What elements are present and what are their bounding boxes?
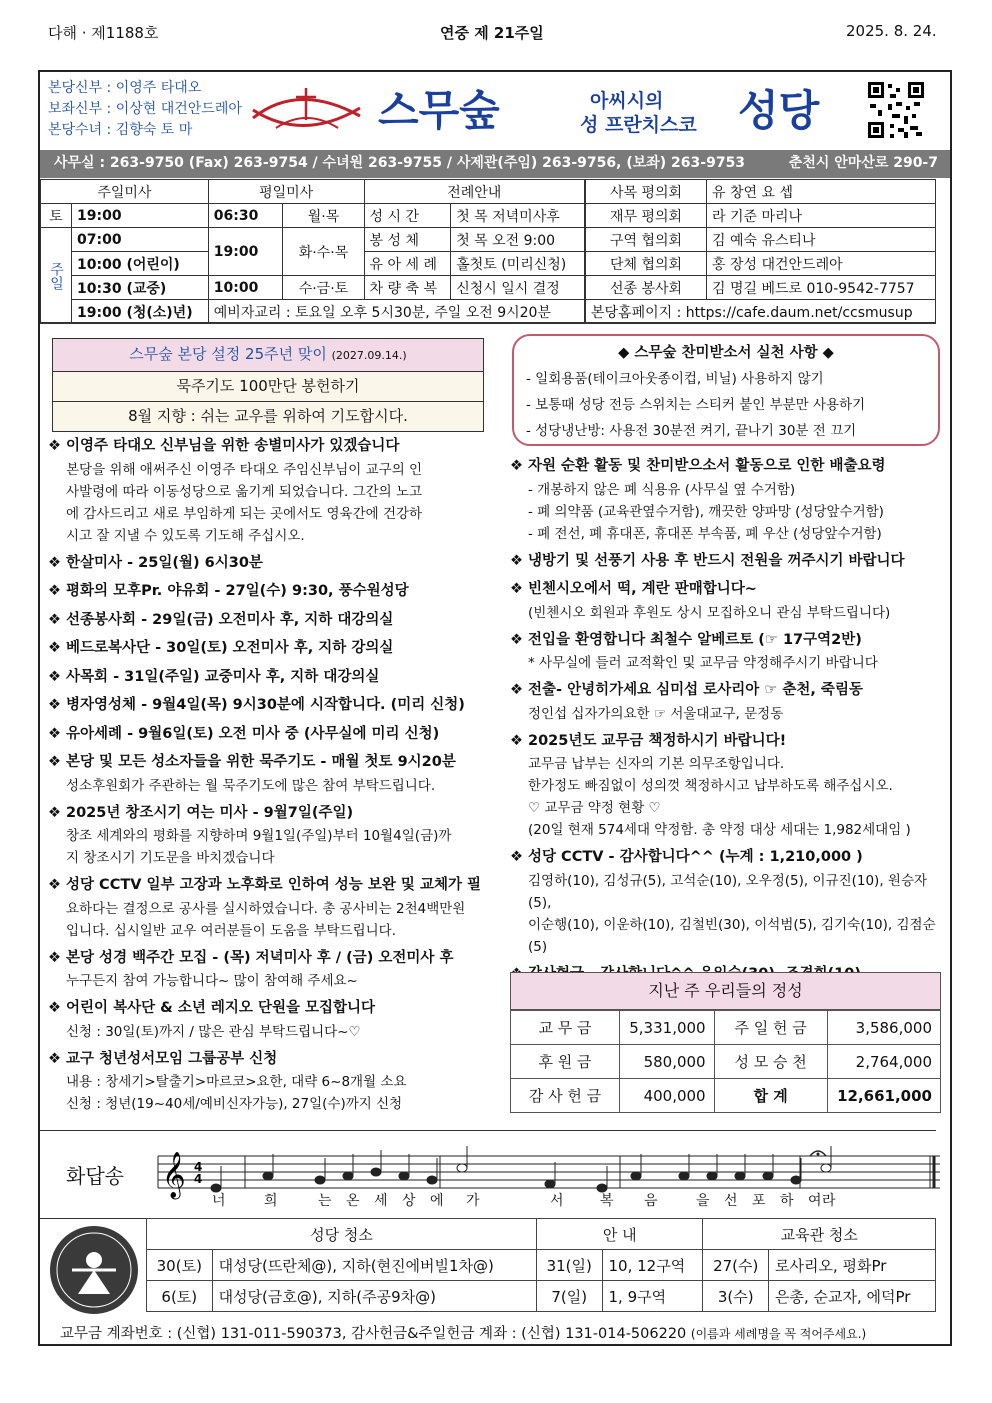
right-item bbox=[510, 628, 942, 675]
left-item-body: 지 창조시기 기도문을 바치겠습니다 bbox=[66, 850, 275, 866]
offering-k1: 교 무 금 bbox=[511, 1011, 620, 1045]
diamond-bullet-icon: ❖ bbox=[510, 581, 523, 597]
logo-small-1: 아씨시의 bbox=[590, 90, 664, 112]
header-sunday-mass: 주일미사 bbox=[41, 180, 209, 204]
sunday-time-2: 10:00 (어린이) bbox=[72, 252, 209, 276]
left-item-title bbox=[48, 693, 496, 718]
weekday-time-3: 10:00 bbox=[208, 276, 283, 300]
council-table bbox=[585, 179, 936, 324]
offering-total-label: 합 계 bbox=[714, 1079, 827, 1113]
right-title-text: 성당 CCTV - 감사합니다^^ (누계 : 1,210,000 ) bbox=[528, 849, 863, 865]
account-note: (이름과 세례명을 꼭 적어주세요.) bbox=[690, 1327, 867, 1341]
anniversary-title-row bbox=[53, 339, 483, 372]
left-title-text: 성당 CCTV 일부 고장과 노후화로 인하여 성능 보완 및 교체가 필 bbox=[66, 877, 482, 893]
guide-value-1: 첫 목 저녁미사후 bbox=[451, 204, 585, 228]
diamond-bullet-icon: ❖ bbox=[510, 458, 523, 474]
homepage-link[interactable]: 본당홈페이지 : https://cafe.daum.net/ccsmusup bbox=[586, 300, 936, 324]
left-title-text: 선종봉사회 - 29일(금) 오전미사 후, 지하 대강의실 bbox=[66, 611, 394, 628]
left-title-text: 이영주 타대오 신부님을 위한 송별미사가 있겠습니다 bbox=[66, 438, 400, 454]
music-divider-top bbox=[40, 1130, 936, 1131]
guide-key-1: 성 시 간 bbox=[364, 204, 451, 228]
left-item-body: 입니다. 십시일반 교우 여러분들이 도움을 부탁드립니다. bbox=[66, 922, 396, 939]
diamond-bullet-icon: ❖ bbox=[510, 849, 523, 865]
diamond-bullet-icon: ❖ bbox=[48, 611, 61, 628]
guide-value-4: 신청시 일시 결정 bbox=[451, 276, 585, 300]
left-title-text: 유아세례 - 9월6일(토) 오전 미사 중 (사무실에 미리 신청) bbox=[66, 725, 440, 742]
left-title-text: 어린이 복사단 & 소년 레지오 단원을 모집합니다 bbox=[66, 1000, 376, 1016]
logo-small-2: 성 프란치스코 bbox=[580, 114, 697, 136]
header-edu-cleaning: 교육관 청소 bbox=[703, 1219, 936, 1250]
left-item bbox=[48, 722, 496, 747]
left-item-title bbox=[48, 946, 496, 971]
parish-seal-icon bbox=[48, 1224, 140, 1316]
left-item bbox=[48, 434, 496, 547]
offering-k3: 후 원 금 bbox=[511, 1045, 620, 1079]
diamond-bullet-icon: ❖ bbox=[510, 552, 523, 569]
left-item bbox=[48, 946, 496, 993]
left-item bbox=[48, 801, 496, 870]
left-item bbox=[48, 996, 496, 1043]
left-title-text: 본당 성경 백주간 모집 - (목) 저녁미사 후 / (금) 오전미사 후 bbox=[66, 949, 454, 966]
left-item-body: 내용 : 창세기>탈출기>마르코>요한, 대략 6~8개월 소요 bbox=[66, 1074, 407, 1090]
clergy-list bbox=[48, 78, 242, 141]
music-note bbox=[545, 1180, 555, 1188]
council-key-1: 사목 평의회 bbox=[586, 180, 707, 204]
weekday-time-2: 19:00 bbox=[208, 228, 283, 276]
offering-v2: 3,586,000 bbox=[827, 1011, 940, 1045]
svg-text:4: 4 bbox=[194, 1160, 203, 1174]
right-title-text: 2025년도 교무금 책정하시기 바랍니다! bbox=[528, 732, 787, 749]
left-title-text: 베드로복사단 - 30일(토) 오전미사 후, 지하 강의실 bbox=[66, 640, 394, 656]
saturday-label: 토 bbox=[41, 204, 72, 228]
music-note bbox=[707, 1172, 717, 1180]
right-title-text: 자원 순환 활동 및 찬미받으소서 활동으로 인한 배출요령 bbox=[528, 458, 886, 474]
left-title-text: 2025년 창조시기 여는 미사 - 9월7일(주일) bbox=[66, 804, 354, 821]
left-title-text: 한살미사 - 25일(월) 6시30분 bbox=[66, 554, 263, 571]
diamond-bullet-icon: ❖ bbox=[48, 583, 61, 599]
left-item bbox=[48, 693, 496, 718]
right-announcement-list bbox=[510, 454, 942, 986]
sunday-time-4: 19:00 (청(소)년) bbox=[72, 300, 209, 324]
lyric-syllable: 음 bbox=[644, 1193, 658, 1209]
diamond-bullet-icon: ❖ bbox=[48, 697, 61, 713]
diamond-bullet-icon: ❖ bbox=[48, 640, 61, 656]
guide-key-3: 유 아 세 례 bbox=[364, 252, 451, 276]
practice-box bbox=[512, 334, 940, 446]
diamond-bullet-icon: ❖ bbox=[48, 1050, 61, 1067]
lyric-syllable: 세 bbox=[374, 1193, 388, 1209]
right-title-text: 전입을 환영합니다 최철수 알베르토 (☞ 17구역2반) bbox=[528, 631, 862, 648]
saturday-time: 19:00 bbox=[72, 204, 209, 228]
left-item-title bbox=[48, 801, 496, 826]
right-title-text: 빈첸시오에서 떡, 계란 판매합니다~ bbox=[528, 581, 757, 597]
left-item bbox=[48, 873, 496, 942]
right-item bbox=[510, 454, 942, 545]
guide-zone-1: 10, 12구역 bbox=[602, 1250, 703, 1281]
sunday-time-3: 10:30 (교중) bbox=[72, 276, 209, 300]
practice-item-2: - 보통때 성당 전등 스위치는 스티커 붙인 부분만 사용하기 bbox=[526, 397, 866, 413]
left-title-text: 본당 및 모든 성소자들을 위한 묵주기도 - 매월 첫토 9시20분 bbox=[66, 754, 456, 770]
qr-code-icon bbox=[866, 80, 926, 140]
right-title-text: 전출- 안녕히가세요 심미섭 로사리아 ☞ 춘천, 죽림동 bbox=[528, 682, 863, 698]
svg-text:4: 4 bbox=[194, 1172, 203, 1186]
diamond-bullet-icon: ❖ bbox=[510, 631, 523, 648]
offering-total: 12,661,000 bbox=[827, 1079, 940, 1113]
diamond-bullet-icon: ❖ bbox=[48, 438, 61, 454]
lyric-syllable: 에 bbox=[430, 1193, 444, 1209]
guide-value-3: 홀첫토 (미리신청) bbox=[451, 252, 585, 276]
right-item-body: - 개봉하지 않은 폐 식용유 (사무실 옆 수거함) bbox=[528, 481, 796, 498]
right-item-title bbox=[510, 628, 942, 653]
left-item bbox=[48, 579, 496, 604]
right-item bbox=[510, 678, 942, 725]
left-item bbox=[48, 750, 496, 797]
left-item bbox=[48, 608, 496, 633]
offering-v1: 5,331,000 bbox=[620, 1011, 715, 1045]
logo-word-smusup: 스무숲 bbox=[378, 86, 500, 135]
right-item-body: 정인섭 십자가의요한 ☞ 서울대교구, 문정동 bbox=[528, 705, 784, 722]
diamond-bullet-icon: ❖ bbox=[48, 725, 61, 742]
council-value-1: 유 창연 요 셉 bbox=[707, 180, 936, 204]
schedule-table bbox=[40, 179, 585, 324]
offering-k4: 성 모 승 천 bbox=[714, 1045, 827, 1079]
left-title-text: 평화의 모후Pr. 야유회 - 27일(수) 9:30, 풍수원성당 bbox=[66, 583, 409, 599]
council-value-3: 김 예숙 유스티나 bbox=[707, 228, 936, 252]
guide-zone-2: 1, 9구역 bbox=[602, 1281, 703, 1312]
clean-date-1: 30(토) bbox=[147, 1250, 213, 1281]
right-item-title bbox=[510, 454, 942, 479]
logo-word-church: 성당 bbox=[738, 86, 820, 135]
left-item-body: 시고 잘 지낼 수 있도록 기도해 주십시오. bbox=[66, 527, 305, 544]
offering-table bbox=[510, 972, 941, 1113]
practice-item-3: - 성당냉난방: 사용전 30분전 켜기, 끝나기 30분 전 끄기 bbox=[526, 423, 857, 439]
music-note bbox=[735, 1172, 745, 1180]
clean-place-1: 대성당(뜨란체@), 지하(현진에버빌1차@) bbox=[212, 1250, 536, 1281]
left-title-text: 병자영성체 - 9월4일(목) 9시30분에 시작합니다. (미리 신청) bbox=[66, 697, 465, 713]
right-item-body: (빈첸시오 회원과 후원도 상시 모집하오니 관심 부탁드립니다) bbox=[528, 604, 891, 621]
right-item bbox=[510, 845, 942, 958]
clergy-assistant: 보좌신부 : 이상현 대건안드레아 bbox=[48, 101, 242, 117]
left-item-title bbox=[48, 551, 496, 576]
diamond-bullet-icon: ❖ bbox=[48, 804, 61, 821]
council-key-3: 구역 협의회 bbox=[586, 228, 707, 252]
right-item-body: 교무금 납부는 신자의 기본 의무조항입니다. bbox=[528, 756, 785, 772]
edu-group-2: 은총, 순교자, 에덕Pr bbox=[768, 1281, 935, 1312]
issue-date: 2025. 8. 24. bbox=[846, 22, 937, 40]
right-item-body: - 폐 의약품 (교육관옆수거함), 깨끗한 양파망 (성당앞수거함) bbox=[528, 503, 884, 520]
edu-date-2: 3(수) bbox=[703, 1281, 769, 1312]
music-note bbox=[427, 1176, 437, 1184]
diamond-bullet-icon: ❖ bbox=[48, 554, 61, 571]
council-key-4: 단체 협의회 bbox=[586, 252, 707, 276]
practice-item-1: - 일회용품(테이크아웃종이컵, 비닐) 사용하지 않기 bbox=[526, 371, 824, 387]
office-bar bbox=[40, 150, 950, 178]
rosary-goal: 묵주기도 100만단 봉헌하기 bbox=[53, 372, 483, 402]
left-title-text: 교구 청년성서모임 그룹공부 신청 bbox=[66, 1050, 278, 1067]
sunday-time-1: 07:00 bbox=[72, 228, 209, 252]
lyric-syllable: 온 bbox=[346, 1193, 360, 1209]
left-item-title bbox=[48, 579, 496, 604]
edu-date-1: 27(수) bbox=[703, 1250, 769, 1281]
council-key-2: 재무 평의회 bbox=[586, 204, 707, 228]
right-item-title bbox=[510, 729, 942, 754]
anniversary-title: 스무숲 본당 설정 25주년 맞이 bbox=[129, 345, 327, 363]
weekday-days-2: 화·수·목 bbox=[283, 228, 364, 276]
header-guide: 안 내 bbox=[536, 1219, 702, 1250]
left-item-body: 사발령에 따라 이동성당으로 옮기게 되었습니다. 그간의 노고 bbox=[66, 483, 423, 500]
issue-number: 다해 · 제1188호 bbox=[48, 24, 159, 42]
lyric-syllable: 포 bbox=[752, 1193, 766, 1209]
music-note bbox=[821, 1164, 831, 1172]
diamond-bullet-icon: ❖ bbox=[510, 732, 523, 749]
edu-group-1: 로사리오, 평화Pr bbox=[768, 1250, 935, 1281]
music-note bbox=[315, 1176, 325, 1184]
offering-k5: 감 사 헌 금 bbox=[511, 1079, 620, 1113]
music-note bbox=[457, 1164, 467, 1172]
offering-v3: 580,000 bbox=[620, 1045, 715, 1079]
account-numbers: 교무금 계좌번호 : (신협) 131-011-590373, 감사헌금&주일헌금 계좌 : (신협) 131-014-506220 bbox=[60, 1326, 687, 1342]
right-item-body: 김영하(10), 김성규(5), 고석순(10), 오우정(5), 이규진(10), 원승자(5), bbox=[528, 872, 928, 911]
music-note bbox=[399, 1172, 409, 1180]
left-item-body: 본당을 위해 애써주신 이영주 타대오 주임신부님이 교구의 인 bbox=[66, 461, 423, 478]
cleaning-table bbox=[146, 1218, 936, 1312]
council-value-4: 홍 장성 대건안드레아 bbox=[707, 252, 936, 276]
lyric-syllable: 는 bbox=[318, 1193, 332, 1209]
office-address: 춘천시 안마산로 290-7 bbox=[788, 155, 938, 171]
right-item-title bbox=[510, 577, 942, 602]
header-church-cleaning: 성당 청소 bbox=[147, 1219, 537, 1250]
right-item-body: (20일 현재 574세대 약정함. 총 약정 대상 세대는 1,982세대임 ) bbox=[528, 822, 911, 838]
lyric-syllable: 서 bbox=[550, 1193, 564, 1209]
diamond-bullet-icon: ❖ bbox=[48, 1000, 61, 1016]
psalm-label: 화답송 bbox=[66, 1164, 124, 1188]
right-item-title bbox=[510, 845, 942, 870]
left-item bbox=[48, 665, 496, 690]
offering-v5: 400,000 bbox=[620, 1079, 715, 1113]
offering-title: 지난 주 우리들의 정성 bbox=[510, 972, 941, 1010]
right-item-body: ♡ 교무금 약정 현황 ♡ bbox=[528, 800, 661, 816]
header-liturgy-guide: 전례안내 bbox=[364, 180, 584, 204]
lyric-syllable: 여 bbox=[808, 1193, 822, 1209]
left-item-title bbox=[48, 665, 496, 690]
music-note bbox=[343, 1172, 353, 1180]
right-item-body: - 폐 전선, 폐 휴대폰, 휴대폰 부속품, 폐 우산 (성당앞수거함) bbox=[528, 525, 882, 542]
diamond-bullet-icon: ❖ bbox=[48, 754, 61, 770]
music-note bbox=[631, 1172, 641, 1180]
right-item-title bbox=[510, 549, 942, 574]
weekday-days-3: 수·금·토 bbox=[283, 276, 364, 300]
left-item-body: 요하다는 결정으로 공사를 실시하였습니다. 총 공사비는 2천4백만원 bbox=[66, 900, 466, 917]
anniversary-date: (2027.09.14.) bbox=[331, 349, 407, 362]
left-title-text: 사목회 - 31일(주일) 교중미사 후, 지하 대강의실 bbox=[66, 668, 380, 685]
left-item-title bbox=[48, 722, 496, 747]
lyric-syllable: 을 bbox=[696, 1193, 710, 1209]
right-item bbox=[510, 577, 942, 624]
left-item-title bbox=[48, 750, 496, 775]
clean-date-2: 6(토) bbox=[147, 1281, 213, 1312]
lyric-syllable: 너 bbox=[212, 1193, 226, 1209]
offering-v4: 2,764,000 bbox=[827, 1045, 940, 1079]
office-phones: 사무실 : 263-9750 (Fax) 263-9754 / 수녀원 263-9755 / 사제관(주임) 263-9756, (보좌) 263-9753 bbox=[54, 155, 746, 171]
left-item-body: 누구든지 참여 가능합니다~ 많이 참여해 주세요~ bbox=[66, 973, 358, 989]
left-item-title bbox=[48, 636, 496, 661]
left-item-title bbox=[48, 608, 496, 633]
lyric-syllable: 상 bbox=[402, 1193, 416, 1209]
left-item-title bbox=[48, 996, 496, 1021]
anniversary-box bbox=[52, 338, 484, 432]
weekday-time-1: 06:30 bbox=[208, 204, 283, 228]
psalm-notes bbox=[211, 1146, 831, 1192]
left-announcement-list bbox=[48, 434, 496, 1115]
header-weekday-mass: 평일미사 bbox=[208, 180, 364, 204]
diamond-bullet-icon: ❖ bbox=[48, 949, 61, 966]
council-key-5: 선종 봉사회 bbox=[586, 276, 707, 300]
music-note bbox=[763, 1172, 773, 1180]
catechism-info: 예비자교리 : 토요일 오후 5시30분, 주일 오전 9시20분 bbox=[208, 300, 584, 324]
sunday-label: 주일 bbox=[41, 228, 72, 324]
clean-place-2: 대성당(금호@), 지하(주공9차@) bbox=[212, 1281, 536, 1312]
church-fish-logo bbox=[248, 80, 368, 142]
left-item-title bbox=[48, 434, 496, 459]
music-note bbox=[371, 1168, 381, 1176]
guide-date-1: 31(일) bbox=[536, 1250, 602, 1281]
guide-date-2: 7(일) bbox=[536, 1281, 602, 1312]
left-item-body: 에 감사드리고 새로 부임하게 되는 곳에서도 영육간에 건강하 bbox=[66, 505, 423, 522]
guide-value-2: 첫 목 오전 9:00 bbox=[451, 228, 585, 252]
left-item-title bbox=[48, 1047, 496, 1072]
offering-k2: 주 일 헌 금 bbox=[714, 1011, 827, 1045]
diamond-bullet-icon: ❖ bbox=[510, 682, 523, 698]
left-item-body: 신청 : 청년(19~40세/예비신자가능), 27일(수)까지 신청 bbox=[66, 1096, 403, 1112]
lyric-syllable: 가 bbox=[466, 1193, 480, 1209]
offering-grid bbox=[510, 1010, 941, 1113]
right-item-body: 한가정도 빠짐없이 성의껏 책정하시고 납부하도록 해주십시오. bbox=[528, 778, 893, 794]
lyric-syllable: 복 bbox=[600, 1193, 614, 1209]
psalm-lyrics bbox=[150, 1190, 940, 1210]
right-item-body: 이순행(10), 이운하(10), 김철빈(30), 이석범(5), 김기숙(10), 김점순(5) bbox=[528, 916, 936, 955]
left-announcements bbox=[48, 434, 496, 1119]
lyric-syllable: 희 bbox=[264, 1193, 278, 1209]
left-item bbox=[48, 636, 496, 661]
right-announcements bbox=[510, 454, 942, 990]
right-title-text: 냉방기 및 선풍기 사용 후 반드시 전원을 꺼주시기 바랍니다 bbox=[528, 552, 905, 569]
right-item-body: * 사무실에 들러 교적확인 및 교무금 약정해주시기 바랍니다 bbox=[528, 655, 878, 671]
svg-text:𝄞: 𝄞 bbox=[162, 1152, 186, 1198]
lyric-syllable: 선 bbox=[724, 1193, 738, 1209]
left-item-body: 성소후원회가 주관하는 월 묵주기도에 많은 참여 부탁드립니다. bbox=[66, 777, 436, 794]
practice-title: ◆ 스무숲 찬미받소서 실천 사항 ◆ bbox=[618, 345, 834, 361]
monthly-intention: 8월 지향 : 쉬는 교우를 위하여 기도합시다. bbox=[53, 402, 483, 431]
left-item bbox=[48, 551, 496, 576]
left-item bbox=[48, 1047, 496, 1116]
music-note bbox=[679, 1172, 689, 1180]
sunday-title: 연중 제 21주일 bbox=[440, 24, 544, 42]
clergy-sister: 본당수녀 : 김향숙 토 마 bbox=[48, 122, 193, 138]
right-item bbox=[510, 549, 942, 574]
music-note bbox=[263, 1172, 273, 1180]
diamond-bullet-icon: ❖ bbox=[48, 877, 61, 893]
right-item-title bbox=[510, 678, 942, 703]
lyric-syllable: 라 bbox=[822, 1193, 836, 1209]
guide-key-2: 봉 성 체 bbox=[364, 228, 451, 252]
lyric-syllable: 하 bbox=[780, 1193, 794, 1209]
left-item-body: 창조 세계와의 평화를 지향하며 9월1일(주일)부터 10월4일(금)까 bbox=[66, 828, 452, 844]
council-value-2: 라 기준 마리나 bbox=[707, 204, 936, 228]
weekday-days-1: 월·목 bbox=[283, 204, 364, 228]
diamond-bullet-icon: ❖ bbox=[48, 668, 61, 685]
left-item-title bbox=[48, 873, 496, 898]
section-divider bbox=[40, 322, 936, 323]
guide-key-4: 차 량 축 복 bbox=[364, 276, 451, 300]
left-item-body: 신청 : 30일(토)까지 / 많은 관심 부탁드립니다~♡ bbox=[66, 1023, 361, 1040]
right-item bbox=[510, 729, 942, 842]
council-value-5: 김 명길 베드로 010-9542-7757 bbox=[707, 276, 936, 300]
account-info bbox=[60, 1322, 866, 1343]
clergy-pastor: 본당신부 : 이영주 타대오 bbox=[48, 80, 202, 96]
music-note bbox=[791, 1176, 801, 1184]
